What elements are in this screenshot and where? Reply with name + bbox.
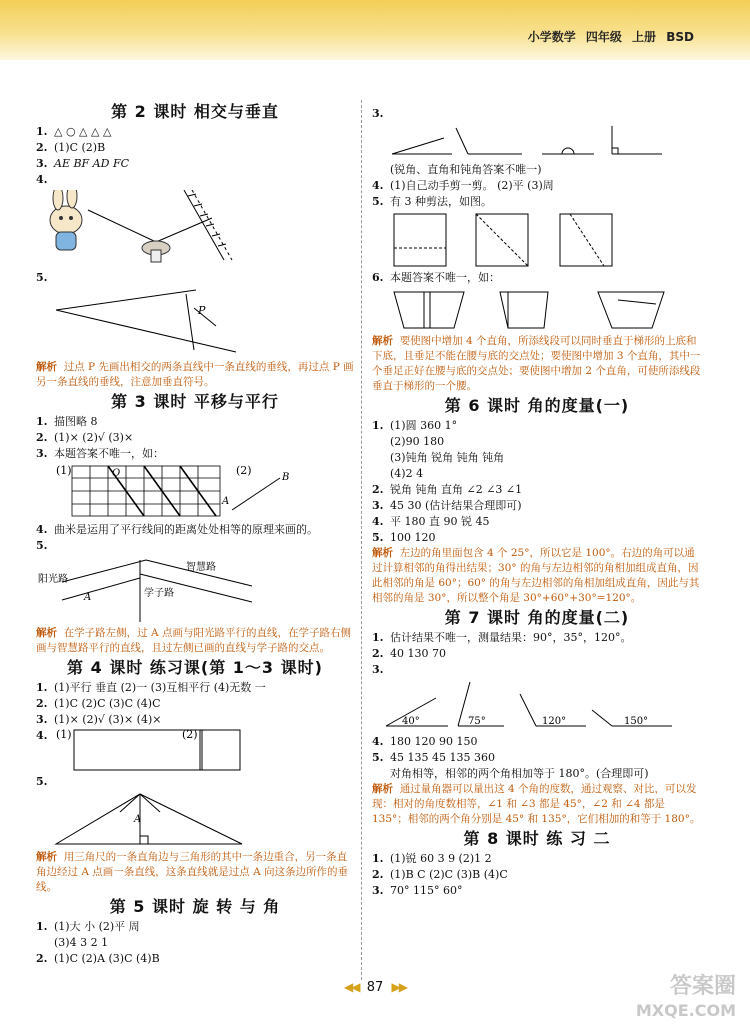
grid-figure — [72, 466, 220, 516]
r3-answer-4: (1)自己动手剪一剪。 (2)平 (3)周 — [390, 179, 554, 192]
l2-answer-1: △ ○ △ △ △ — [54, 125, 112, 138]
l2-jiexi-text: 过点 P 先画出相交的两条直线中一条直线的垂线，再过点 P 画另一条直线的垂线，注意加垂直符号。 — [36, 361, 354, 388]
angle-40: 40° — [402, 716, 420, 727]
l7-jiexi-tag: 解析 — [372, 783, 393, 795]
l7-answer-5: 45 135 45 135 360 — [390, 751, 495, 764]
l2-jiexi-tag: 解析 — [36, 361, 57, 373]
l3-figure-3 — [36, 464, 354, 520]
l3-jiexi-text: 在学子路左侧，过 A 点画与阳光路平行的直线，在学子路右侧画与智慧路平行的直线，且过左侧已画的直线与学子路的交点。 — [36, 627, 351, 654]
l6-answer-1: (1)圆 360 1° — [390, 419, 458, 432]
l6-jiexi-tag: 解析 — [372, 547, 393, 559]
lesson-8-title: 第 8 课时 练 习 二 — [463, 829, 611, 848]
l6-answer-1c: (3)钝角 锐角 钝角 钝角 — [390, 451, 505, 464]
next-arrows-icon: ▶▶ — [391, 980, 406, 994]
l8-answer-3: 70° 115° 60° — [390, 884, 463, 897]
l3-jiexi-tag: 解析 — [36, 627, 57, 639]
l7-answer-1: 估计结果不唯一，测量结果：90°，35°，120°。 — [390, 631, 632, 644]
point-a-label: A — [222, 496, 230, 507]
l3-answer-2: (1)× (2)√ (3)× — [54, 431, 134, 444]
mushroom-icon — [142, 241, 170, 262]
l4-fig-2-label: (2) — [182, 728, 198, 741]
l8-answer-2: (1)B C (2)C (3)B (4)C — [390, 868, 508, 881]
l3-figure-5 — [36, 556, 354, 624]
l8-answer-1: (1)锐 60 3 9 (2)1 2 — [390, 852, 492, 865]
point-o-label: O — [112, 468, 121, 479]
angle-75: 75° — [468, 716, 486, 727]
l6-answer-2: 锐角 钝角 直角 ∠2 ∠3 ∠1 — [390, 483, 523, 496]
r3-note: (锐角、直角和钝角答案不唯一) — [390, 163, 542, 176]
l4-answer-1: (1)平行 垂直 (2)一 (3)互相平行 (4)无数 一 — [54, 681, 266, 694]
lesson-4-title: 第 4 课时 练习课(第 1～3 课时) — [67, 658, 323, 677]
cartoon-rabbit-icon — [50, 190, 82, 250]
l7-jiexi-text: 通过量角器可以量出这 4 个角的度数，通过观察、对比，可以发现：相对的角度数相等，∠1 和 ∠3 都是 45°，∠2 和 ∠4 都是 135°；相邻的两个角分别是 45° 和 135°，它们相加的和等于 180°。 — [372, 783, 701, 825]
r3-answer-6: 本题答案不唯一，如： — [390, 271, 500, 284]
road-point-a: A — [84, 592, 92, 603]
r3-trapezoid-figure — [372, 288, 702, 332]
l2-figure-4 — [36, 190, 354, 268]
page-header-band — [0, 0, 750, 60]
tri-point-a: A — [134, 814, 142, 825]
r3-jiexi-text: 要使图中增加 4 个直角，所添线段可以同时垂直于梯形的上底和下底，且垂足不能在腰与底的交点处；要使图中增加 3 个直角，其中一个垂足正好在腰与底的交点处；要使图中增加 2 个直角，可使所添线段垂直于梯形的一个腰。 — [372, 335, 701, 392]
lesson-5-title: 第 5 课时 旋 转 与 角 — [109, 897, 281, 916]
lesson-6-title: 第 6 课时 角的度量(一) — [444, 396, 630, 415]
l4-answer-2: (1)C (2)C (3)C (4)C — [54, 697, 161, 710]
point-p-label: P — [198, 304, 206, 317]
right-column: 3. (锐角、直角和钝角答案不唯一) 4. (1)自己动手剪一剪。 (2)平 (3)周 5. 有 3 种剪法，如图。 6. 本题答案不唯一，如： 解析 要使图中增加 4 个直角，所添线段可以同时垂直于梯形的上底和下底，且垂足不能在腰与底的交点处；要使图中增加 3 个直角，其中一个垂足正好在腰与底的交点处；要使图中增加 2 个直角，可使所添线段垂直于梯形的一个腰。 第 6 课时 角的度量(一) 1. (1)圆 360 1° (2)90 180 (3)钝角 锐角 钝角 钝角 (4)2 4 2. 锐角 钝角 直角 ∠2 ∠3 ∠1 3. 45 30 (估计结果合理即可) 4. 平 180 直 90 锐 45 5. 100 120 解析 左边的角里面包含 4 个 25°，所以它是 100°。右边的角可以通过计算相邻的角得出结果；30° 的角与左边相邻的角相加组成直角，因此相邻的角是 60°；60° 的角与左边相邻的角相加组成直角，因此与其相邻的角是 30°，所以整个角是 30°+60°+30°=120°。 第 7 课时 角的度量(二) 1. 估计结果不唯一，测量结果：90°，35°，120°。 2. 40 130 70 3. 40° 75° 120° 150° 4. 180 120 90 150 5. 45 135 45 135 360 对角相等，相邻的两个角相加等于 180°。(合理即可) 解析 通过量角器可以量出这 4 个角的度数，通过观察、对比，可以发现：相对的角度数相等，∠1 和 ∠3 都是 45°，∠2 和 ∠4 都是 135°；相邻的两个角分别是 45° 和 135°，它们相加的和等于 180°。 第 8 课时 练 习 二 1. (1)锐 60 3 9 (2)1 2 2. (1)B C (2)C (3)B (4)C 3. 70° 115° 60° — [372, 107, 701, 897]
l5-answer-1: (1)大 小 (2)平 周 — [54, 920, 140, 933]
lesson-2-title: 第 2 课时 相交与垂直 — [111, 102, 279, 121]
l4-figure-4 — [36, 728, 354, 772]
l2-answer-3: AE BF AD FC — [54, 157, 129, 170]
r3-answer-5: 有 3 种剪法，如图。 — [390, 195, 492, 208]
l3-answer-3: 本题答案不唯一，如： — [54, 447, 164, 460]
l4-jiexi-text: 用三角尺的一条直角边与三角形的其中一条边重合，另一条直角边经过 A 点画一条直线，这条直线就是过点 A 向这条边所作的垂线。 — [36, 851, 349, 893]
l4-jiexi-tag: 解析 — [36, 851, 57, 863]
l4-fig-1-label: (1) — [56, 728, 72, 741]
watermark-line1: 答案圈 — [669, 974, 736, 999]
l7-angle-figures — [372, 680, 702, 732]
left-column: 第 2 课时 相交与垂直 1. △ ○ △ △ △ 2. (1)C (2)B 3. AE BF AD FC 4. 5. P 解析 过点 P 先画出相交的两条直线中一条直线的垂线，再过点 P 画另一条直线的垂线，注意加垂直符号。 第 3 课时 平移与平行 1. 描图略 8 2. (1)× (2)√ (3)× 3. 本题答案不唯一，如： (1) O (2) A B 4. 曲米是运用了平行线间的距离处处相等的原理来画的。 5. 阳光路 智慧路 学子路 A 解析 在学子路左侧，过 A 点画与阳光路平行的直线，在学子路右侧画与智慧路平行的直线，且过左侧已画的直线与学子路的交点。 第 4 课时 练习课(第 1～3 课时) 1. (1)平行 垂直 (2)一 (3)互相平行 (4)无数 一 2. (1)C (2)C (3)C (4)C 3. (1)× (2)√ (3)× (4)× 4. (1) (2) 5. A 解析 用三角尺的一条直角边与三角形的其中一条边重合，另一条直角边经过 A 点画一条直线，这条直线就是过点 A 向这条边所作的垂线。 第 5 课时 旋 转 与 角 1. (1)大 小 (2)平 周 (3)4 3 2 1 2. (1)C (2)A (3)C (4)B — [36, 102, 354, 965]
road-xuezi: 学子路 — [144, 588, 174, 599]
point-b-label: B — [282, 472, 290, 483]
angle-120: 120° — [542, 716, 567, 727]
r3-jiexi-tag: 解析 — [372, 335, 393, 347]
l7-answer-4: 180 120 90 150 — [390, 735, 478, 748]
r3-squares-figure — [372, 212, 702, 268]
road-yangguang: 阳光路 — [38, 574, 68, 585]
l6-answer-4: 平 180 直 90 锐 45 — [390, 515, 490, 528]
page-number: 87 — [366, 980, 384, 995]
l2-answer-2: (1)C (2)B — [54, 141, 106, 154]
lesson-3-title: 第 3 课时 平移与平行 — [111, 392, 279, 411]
l7-answer-5b: 对角相等，相邻的两个角相加等于 180°。(合理即可) — [390, 767, 649, 780]
angle-150: 150° — [624, 716, 649, 727]
l3-answer-1: 描图略 8 — [54, 415, 98, 428]
l3-answer-4: 曲米是运用了平行线间的距离处处相等的原理来画的。 — [54, 523, 318, 536]
l4-answer-3: (1)× (2)√ (3)× (4)× — [54, 713, 162, 726]
l3-fig-2-label: (2) — [236, 464, 252, 477]
l6-answer-1d: (4)2 4 — [390, 467, 424, 480]
l5-answer-1b: (3)4 3 2 1 — [54, 936, 109, 949]
l6-answer-1b: (2)90 180 — [390, 435, 445, 448]
l5-answer-2: (1)C (2)A (3)C (4)B — [54, 952, 160, 965]
l3-fig-1-label: (1) — [56, 464, 72, 477]
column-divider — [361, 100, 362, 980]
l2-figure-5 — [36, 288, 354, 358]
watermark-line2: MXQE.COM — [635, 1001, 736, 1020]
r3-angle-figures — [372, 124, 702, 160]
l6-jiexi-text: 左边的角里面包含 4 个 25°，所以它是 100°。右边的角可以通过计算相邻的角得出结果；30° 的角与左边相邻的角相加组成直角，因此相邻的角是 60°；60° 的角与左边相邻的角相加组成直角，因此与其相邻的角是 30°，所以整个角是 30°+60°+30°=120°。 — [372, 547, 700, 604]
lesson-7-title: 第 7 课时 角的度量(二) — [444, 608, 630, 627]
l4-figure-5 — [36, 792, 354, 848]
l7-answer-2: 40 130 70 — [390, 647, 446, 660]
watermark-logo — [636, 975, 736, 1023]
l6-answer-3: 45 30 (估计结果合理即可) — [390, 499, 522, 512]
prev-arrows-icon: ◀◀ — [343, 980, 359, 994]
l6-answer-5: 100 120 — [390, 531, 436, 544]
book-title: 小学数学 四年级 上册 BSD — [527, 30, 694, 44]
road-zhihui: 智慧路 — [186, 562, 216, 573]
